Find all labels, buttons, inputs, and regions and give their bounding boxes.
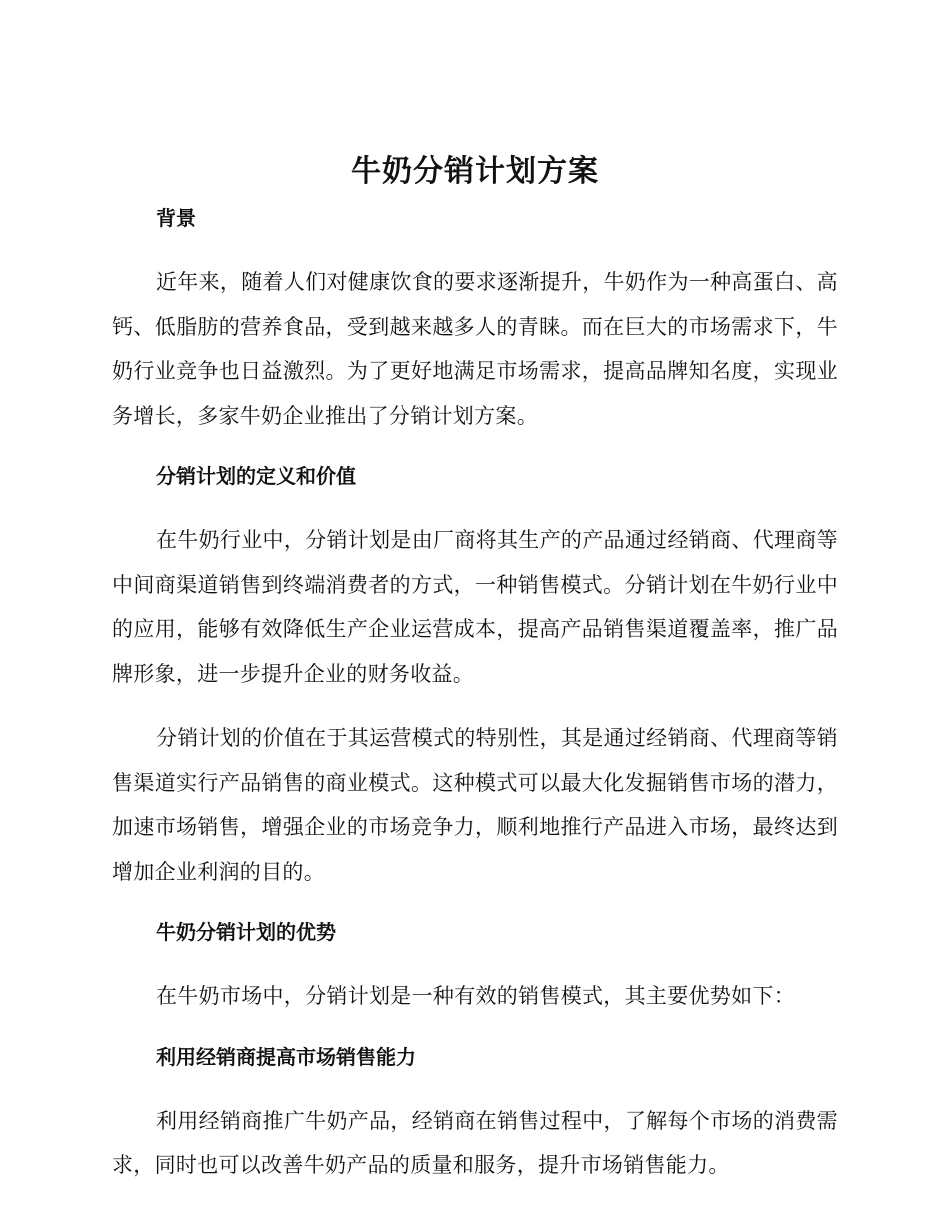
paragraph-advantages-intro: 在牛奶市场中，分销计划是一种有效的销售模式，其主要优势如下： (156, 984, 795, 1008)
paragraph-definition: 在牛奶行业中，分销计划是由厂商将其生产的产品通过经销商、代理商等中间商渠道销售到终端消费者的方式，一种销售模式。分销计划在牛奶行业中的应用，能够有效降低生产企业运营成本，提高产品销售渠道覆盖率，推广品牌形象，进一步提升企业的财务收益。 (112, 528, 838, 686)
document-title: 牛奶分销计划方案 (351, 154, 599, 189)
section-heading-background: 背景 (156, 206, 196, 230)
paragraph-value: 分销计划的价值在于其运营模式的特别性，其是通过经销商、代理商等销售渠道实行产品销售的商业模式。这种模式可以最大化发掘销售市场的潜力，加速市场销售，增强企业的市场竞争力，顺利地推行产品进入市场，最终达到增加企业利润的目的。 (112, 726, 838, 884)
section-heading-distributors: 利用经销商提高市场销售能力 (156, 1044, 416, 1069)
paragraph-background: 近年来，随着人们对健康饮食的要求逐渐提升，牛奶作为一种高蛋白、高钙、低脂肪的营养食品，受到越来越多人的青睐。而在巨大的市场需求下，牛奶行业竞争也日益激烈。为了更好地满足市场需求，提高品牌知名度，实现业务增长，多家牛奶企业推出了分销计划方案。 (112, 270, 838, 428)
document-page (112, 146, 838, 1188)
section-heading-advantages: 牛奶分销计划的优势 (156, 920, 336, 944)
section-heading-definition: 分销计划的定义和价值 (156, 464, 356, 488)
paragraph-distributors: 利用经销商推广牛奶产品，经销商在销售过程中，了解每个市场的消费需求，同时也可以改善牛奶产品的质量和服务，提升市场销售能力。 (112, 1108, 838, 1177)
